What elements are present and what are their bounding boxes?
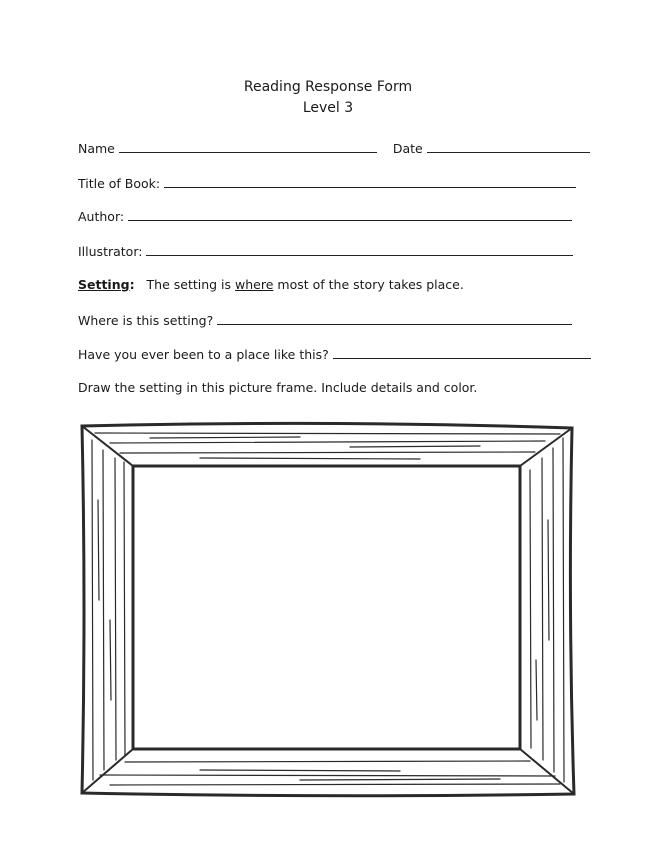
draw-instruction: Draw the setting in this picture frame. Include details and color. — [78, 380, 478, 395]
setting-def-pre: The setting is — [146, 277, 232, 292]
setting-term: Setting — [78, 277, 130, 292]
book-title-label: Title of Book: — [78, 176, 161, 191]
illustrator-label: Illustrator: — [78, 244, 143, 259]
form-level: Level 3 — [302, 100, 354, 116]
setting-definition: Setting: The setting is where most of the story takes place. — [78, 277, 464, 292]
where-setting-label: Where is this setting? — [78, 313, 214, 328]
date-label: Date — [392, 141, 423, 156]
been-there-label: Have you ever been to a place like this? — [78, 347, 329, 362]
author-label: Author: — [78, 209, 125, 224]
setting-def-emphasis: where — [235, 277, 274, 292]
wood-grain-lines — [92, 433, 564, 785]
setting-def-post: most of the story takes place. — [277, 277, 464, 292]
name-label: Name — [78, 141, 115, 156]
form-title: Reading Response Form — [243, 79, 413, 95]
